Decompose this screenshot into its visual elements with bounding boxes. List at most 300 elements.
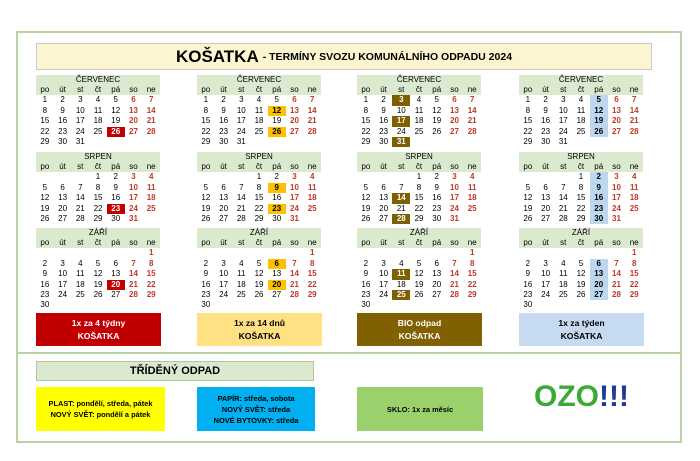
day-cell: 5 bbox=[42, 182, 48, 192]
day-cell: 12 bbox=[576, 269, 586, 279]
day-cell bbox=[428, 137, 446, 147]
day-cell: 6 bbox=[131, 95, 136, 105]
day-cell: 13 bbox=[58, 193, 68, 203]
day-cell: 27 bbox=[432, 289, 442, 299]
day-cell: 9 bbox=[543, 105, 548, 115]
day-cell bbox=[428, 300, 446, 310]
day-cell: 19 bbox=[93, 279, 103, 289]
day-header: ne bbox=[463, 162, 481, 172]
collection-day: 14 bbox=[392, 193, 410, 203]
day-cell: 25 bbox=[558, 289, 568, 299]
day-cell: 15 bbox=[361, 116, 371, 126]
day-header: pá bbox=[590, 85, 608, 95]
day-cell: 13 bbox=[219, 193, 229, 203]
day-cell bbox=[250, 300, 268, 310]
ozo-logo bbox=[534, 380, 629, 414]
day-cell: 26 bbox=[93, 289, 103, 299]
collection-day: 2 bbox=[590, 172, 608, 182]
day-cell: 29 bbox=[307, 289, 317, 299]
day-header-row bbox=[36, 238, 160, 248]
day-cell: 4 bbox=[561, 258, 566, 268]
day-cell bbox=[463, 137, 481, 147]
day-cell: 22 bbox=[201, 126, 211, 136]
day-cell bbox=[36, 248, 54, 258]
week-row bbox=[36, 300, 160, 310]
day-cell bbox=[303, 214, 321, 224]
day-cell: 11 bbox=[254, 105, 264, 115]
week-row bbox=[357, 259, 481, 269]
day-header: pá bbox=[428, 238, 446, 248]
page-title bbox=[36, 43, 652, 70]
week-row bbox=[357, 214, 481, 224]
week-row bbox=[357, 137, 481, 147]
week-row bbox=[197, 183, 321, 193]
plast-line2: NOVÝ SVĚT: pondělí a pátek bbox=[50, 410, 151, 419]
papir-line1: PAPÍR: středa, sobota bbox=[217, 393, 295, 403]
day-cell: 28 bbox=[129, 289, 138, 299]
day-cell: 26 bbox=[40, 213, 50, 223]
week-row bbox=[197, 248, 321, 258]
day-cell: 3 bbox=[452, 172, 457, 182]
day-cell bbox=[286, 300, 304, 310]
day-cell: 30 bbox=[541, 136, 551, 146]
collection-day: 17 bbox=[392, 116, 410, 126]
week-row bbox=[519, 300, 643, 310]
week-row bbox=[197, 300, 321, 310]
day-cell: 4 bbox=[239, 258, 244, 268]
day-cell: 16 bbox=[379, 116, 389, 126]
day-header: st bbox=[554, 238, 572, 248]
day-cell: 19 bbox=[111, 116, 121, 126]
day-cell bbox=[410, 137, 428, 147]
day-cell: 21 bbox=[236, 203, 246, 213]
day-cell: 24 bbox=[75, 126, 85, 136]
week-row bbox=[357, 280, 481, 290]
day-cell: 21 bbox=[612, 279, 621, 289]
day-cell: 28 bbox=[236, 213, 246, 223]
day-cell: 28 bbox=[307, 126, 317, 136]
day-cell bbox=[232, 248, 250, 258]
day-cell: 4 bbox=[631, 172, 637, 182]
day-cell bbox=[446, 248, 464, 258]
collection-day: 26 bbox=[590, 127, 608, 137]
day-cell: 7 bbox=[561, 182, 566, 192]
day-cell: 11 bbox=[629, 182, 639, 192]
day-header: ne bbox=[625, 162, 643, 172]
day-cell: 5 bbox=[525, 182, 531, 192]
day-cell: 8 bbox=[42, 105, 48, 115]
day-cell: 17 bbox=[612, 193, 621, 203]
legend-box-2 bbox=[197, 313, 322, 346]
day-cell: 2 bbox=[363, 258, 369, 268]
day-cell: 12 bbox=[361, 193, 371, 203]
day-header-row bbox=[357, 238, 481, 248]
day-cell: 10 bbox=[58, 269, 68, 279]
plast-line1: PLAST: pondělí, středa, pátek bbox=[48, 399, 153, 408]
day-cell: 28 bbox=[75, 213, 85, 223]
day-cell bbox=[89, 300, 107, 310]
week-row bbox=[357, 106, 481, 116]
day-cell bbox=[197, 172, 215, 182]
day-header-row bbox=[197, 85, 321, 95]
day-cell: 2 bbox=[381, 95, 386, 105]
week-row bbox=[197, 290, 321, 300]
day-cell: 25 bbox=[414, 126, 424, 136]
week-row bbox=[36, 280, 160, 290]
day-cell bbox=[392, 248, 410, 258]
day-cell bbox=[537, 300, 555, 310]
day-cell: 13 bbox=[111, 269, 121, 279]
day-cell bbox=[537, 248, 555, 258]
day-cell: 18 bbox=[307, 193, 317, 203]
day-cell: 17 bbox=[450, 193, 459, 203]
day-header: st bbox=[71, 238, 89, 248]
day-cell: 16 bbox=[58, 116, 68, 126]
collection-day: 11 bbox=[392, 269, 410, 279]
week-row bbox=[197, 172, 321, 182]
day-cell: 4 bbox=[469, 172, 475, 182]
collection-day: 16 bbox=[590, 193, 608, 203]
day-header: po bbox=[197, 238, 215, 248]
day-cell: 16 bbox=[523, 279, 533, 289]
day-cell: 24 bbox=[396, 126, 406, 136]
day-cell: 27 bbox=[612, 126, 621, 136]
day-cell: 10 bbox=[450, 182, 459, 192]
legend-box-3 bbox=[357, 313, 482, 346]
day-cell: 9 bbox=[434, 182, 439, 192]
day-header: po bbox=[519, 162, 537, 172]
week-row bbox=[36, 172, 160, 182]
day-cell: 8 bbox=[469, 258, 475, 268]
day-cell: 19 bbox=[201, 203, 211, 213]
day-header: ne bbox=[303, 85, 321, 95]
day-header: st bbox=[392, 85, 410, 95]
day-header: út bbox=[54, 162, 72, 172]
day-cell: 28 bbox=[612, 289, 621, 299]
day-header: čt bbox=[89, 162, 107, 172]
day-cell: 16 bbox=[201, 279, 211, 289]
calendar-3-month-3 bbox=[357, 228, 481, 310]
day-cell: 24 bbox=[450, 203, 459, 213]
day-header: čt bbox=[572, 238, 590, 248]
day-cell: 9 bbox=[525, 269, 531, 279]
day-cell: 25 bbox=[93, 126, 103, 136]
day-cell bbox=[215, 248, 233, 258]
week-row bbox=[519, 290, 643, 300]
day-cell: 5 bbox=[113, 95, 118, 105]
day-cell: 6 bbox=[113, 258, 118, 268]
day-cell: 9 bbox=[60, 105, 65, 115]
day-cell: 29 bbox=[414, 213, 424, 223]
day-cell: 15 bbox=[414, 193, 424, 203]
day-cell: 7 bbox=[631, 95, 637, 105]
day-cell bbox=[590, 137, 608, 147]
week-row bbox=[36, 214, 160, 224]
day-cell: 26 bbox=[432, 126, 442, 136]
day-cell bbox=[142, 214, 160, 224]
week-row bbox=[357, 300, 481, 310]
day-cell: 14 bbox=[236, 193, 246, 203]
calendar-2-month-1 bbox=[197, 75, 321, 151]
day-cell: 12 bbox=[254, 269, 264, 279]
day-cell: 16 bbox=[541, 116, 551, 126]
week-row bbox=[357, 248, 481, 258]
day-cell: 15 bbox=[629, 269, 639, 279]
day-cell bbox=[89, 248, 107, 258]
day-cell: 7 bbox=[452, 258, 457, 268]
day-cell bbox=[197, 248, 215, 258]
day-cell: 28 bbox=[146, 126, 156, 136]
day-cell: 4 bbox=[148, 172, 154, 182]
day-cell: 12 bbox=[432, 105, 442, 115]
day-cell: 2 bbox=[525, 258, 531, 268]
day-header: st bbox=[232, 162, 250, 172]
day-cell: 9 bbox=[221, 105, 226, 115]
week-row bbox=[519, 137, 643, 147]
day-cell: 1 bbox=[95, 172, 101, 182]
day-cell: 1 bbox=[148, 248, 154, 258]
week-row bbox=[197, 137, 321, 147]
day-cell: 4 bbox=[78, 258, 83, 268]
day-cell: 5 bbox=[416, 258, 422, 268]
day-cell: 8 bbox=[95, 182, 101, 192]
month-name: ČERVENEC bbox=[357, 75, 481, 85]
day-cell: 4 bbox=[309, 172, 315, 182]
day-cell: 22 bbox=[414, 203, 424, 213]
day-cell: 25 bbox=[467, 203, 477, 213]
day-cell: 16 bbox=[432, 193, 442, 203]
day-cell bbox=[125, 137, 143, 147]
day-cell bbox=[250, 248, 268, 258]
month-name: SRPEN bbox=[36, 152, 160, 162]
day-header: út bbox=[375, 162, 393, 172]
day-cell: 6 bbox=[614, 95, 619, 105]
day-header-row bbox=[357, 162, 481, 172]
day-cell bbox=[392, 300, 410, 310]
day-cell bbox=[54, 248, 72, 258]
day-cell: 11 bbox=[76, 269, 85, 279]
day-cell: 11 bbox=[93, 105, 103, 115]
day-cell: 8 bbox=[363, 105, 369, 115]
day-cell: 29 bbox=[40, 136, 50, 146]
day-cell: 20 bbox=[379, 203, 389, 213]
month-name: ZÁŘÍ bbox=[197, 228, 321, 238]
day-cell: 25 bbox=[307, 203, 317, 213]
day-cell: 26 bbox=[201, 213, 211, 223]
day-cell: 16 bbox=[111, 193, 121, 203]
day-cell bbox=[375, 172, 393, 182]
day-cell: 17 bbox=[379, 279, 389, 289]
day-cell: 5 bbox=[578, 258, 584, 268]
day-header: čt bbox=[410, 162, 428, 172]
day-cell: 26 bbox=[254, 289, 264, 299]
day-cell: 25 bbox=[576, 126, 586, 136]
day-cell bbox=[392, 172, 410, 182]
day-cell: 30 bbox=[219, 136, 229, 146]
day-cell: 7 bbox=[292, 258, 297, 268]
day-cell: 2 bbox=[113, 172, 118, 182]
day-cell bbox=[375, 300, 393, 310]
day-cell bbox=[268, 137, 286, 147]
day-cell: 21 bbox=[290, 279, 299, 289]
day-cell: 10 bbox=[75, 105, 85, 115]
collection-day: 23 bbox=[107, 204, 125, 214]
calendar-3-month-2 bbox=[357, 152, 481, 228]
day-cell: 30 bbox=[58, 136, 68, 146]
day-cell: 3 bbox=[78, 95, 83, 105]
day-header: st bbox=[71, 162, 89, 172]
week-row bbox=[197, 259, 321, 269]
day-cell bbox=[554, 248, 572, 258]
day-cell bbox=[572, 137, 590, 147]
day-header: út bbox=[54, 85, 72, 95]
day-header: so bbox=[608, 162, 626, 172]
week-row bbox=[36, 259, 160, 269]
day-cell: 31 bbox=[236, 136, 246, 146]
day-cell: 10 bbox=[290, 182, 299, 192]
day-header: út bbox=[215, 85, 233, 95]
day-header: ne bbox=[142, 162, 160, 172]
day-cell bbox=[410, 300, 428, 310]
day-header: so bbox=[286, 85, 304, 95]
day-cell: 8 bbox=[416, 182, 422, 192]
day-cell: 16 bbox=[40, 279, 50, 289]
day-header-row bbox=[36, 162, 160, 172]
day-cell: 10 bbox=[129, 182, 138, 192]
day-cell: 6 bbox=[60, 182, 65, 192]
day-cell: 30 bbox=[272, 213, 282, 223]
day-cell bbox=[125, 300, 143, 310]
day-cell: 6 bbox=[452, 95, 457, 105]
week-row bbox=[36, 106, 160, 116]
day-cell bbox=[463, 300, 481, 310]
day-cell: 10 bbox=[236, 105, 246, 115]
legend-frequency: 1x za 4 týdny bbox=[71, 317, 126, 328]
collection-day: 28 bbox=[392, 214, 410, 224]
day-cell bbox=[625, 214, 643, 224]
day-cell bbox=[215, 172, 233, 182]
day-header: po bbox=[519, 85, 537, 95]
day-header: út bbox=[537, 238, 555, 248]
day-cell: 28 bbox=[450, 289, 459, 299]
day-header: čt bbox=[410, 238, 428, 248]
day-cell: 24 bbox=[58, 289, 68, 299]
week-row bbox=[519, 280, 643, 290]
day-cell bbox=[608, 300, 626, 310]
day-header: so bbox=[446, 238, 464, 248]
day-header: ne bbox=[303, 162, 321, 172]
day-cell: 4 bbox=[95, 95, 101, 105]
day-cell bbox=[590, 300, 608, 310]
month-name: ZÁŘÍ bbox=[36, 228, 160, 238]
day-cell: 29 bbox=[361, 136, 371, 146]
day-cell: 9 bbox=[381, 105, 386, 115]
week-row bbox=[197, 127, 321, 137]
day-cell: 10 bbox=[612, 182, 621, 192]
day-cell: 24 bbox=[219, 289, 229, 299]
week-row bbox=[519, 183, 643, 193]
month-name: ČERVENEC bbox=[197, 75, 321, 85]
day-cell: 21 bbox=[396, 203, 406, 213]
day-cell: 20 bbox=[450, 116, 459, 126]
day-cell bbox=[215, 300, 233, 310]
day-cell: 19 bbox=[576, 279, 586, 289]
day-cell: 18 bbox=[558, 279, 568, 289]
day-cell: 20 bbox=[219, 203, 229, 213]
day-cell bbox=[375, 248, 393, 258]
day-cell: 21 bbox=[146, 116, 156, 126]
day-cell bbox=[268, 300, 286, 310]
day-cell bbox=[303, 300, 321, 310]
day-cell: 28 bbox=[629, 126, 639, 136]
day-cell: 16 bbox=[272, 193, 282, 203]
day-cell: 14 bbox=[450, 269, 459, 279]
day-cell: 22 bbox=[467, 279, 477, 289]
day-header: pá bbox=[107, 238, 125, 248]
day-cell: 19 bbox=[361, 203, 371, 213]
day-cell: 1 bbox=[203, 95, 209, 105]
day-cell: 13 bbox=[541, 193, 551, 203]
day-cell: 27 bbox=[111, 289, 121, 299]
day-header: pá bbox=[107, 85, 125, 95]
day-cell: 17 bbox=[236, 116, 246, 126]
day-cell: 1 bbox=[469, 248, 475, 258]
legend-village: KOŠATKA bbox=[77, 330, 120, 341]
legend-box-1 bbox=[36, 313, 161, 346]
day-cell: 3 bbox=[221, 258, 226, 268]
day-cell: 1 bbox=[578, 172, 584, 182]
day-cell bbox=[268, 248, 286, 258]
day-cell: 23 bbox=[523, 289, 533, 299]
collection-day: 12 bbox=[590, 106, 608, 116]
day-cell bbox=[537, 172, 555, 182]
week-row bbox=[36, 204, 160, 214]
week-row bbox=[519, 127, 643, 137]
day-cell: 10 bbox=[396, 105, 406, 115]
day-cell: 19 bbox=[523, 203, 533, 213]
week-row bbox=[519, 259, 643, 269]
day-cell: 14 bbox=[467, 105, 477, 115]
day-cell: 22 bbox=[40, 126, 50, 136]
day-cell: 14 bbox=[290, 269, 299, 279]
day-cell bbox=[572, 300, 590, 310]
collection-day: 25 bbox=[392, 290, 410, 300]
day-cell: 31 bbox=[129, 213, 138, 223]
day-cell: 13 bbox=[290, 105, 299, 115]
day-cell: 26 bbox=[414, 289, 424, 299]
day-header: pá bbox=[268, 238, 286, 248]
day-cell: 12 bbox=[414, 269, 424, 279]
day-cell bbox=[446, 137, 464, 147]
day-cell: 14 bbox=[307, 105, 317, 115]
day-cell: 18 bbox=[75, 279, 85, 289]
day-cell: 15 bbox=[40, 116, 50, 126]
day-cell: 20 bbox=[612, 116, 621, 126]
collection-day: 9 bbox=[268, 183, 286, 193]
collection-day: 23 bbox=[590, 204, 608, 214]
day-cell: 7 bbox=[78, 182, 83, 192]
day-header: pá bbox=[268, 162, 286, 172]
day-cell: 29 bbox=[576, 213, 586, 223]
day-header: po bbox=[197, 162, 215, 172]
day-cell: 18 bbox=[414, 116, 424, 126]
day-cell: 20 bbox=[541, 203, 551, 213]
day-cell: 6 bbox=[543, 182, 548, 192]
day-cell bbox=[286, 137, 304, 147]
day-cell: 1 bbox=[416, 172, 422, 182]
day-cell: 18 bbox=[236, 279, 246, 289]
day-cell: 8 bbox=[631, 258, 637, 268]
